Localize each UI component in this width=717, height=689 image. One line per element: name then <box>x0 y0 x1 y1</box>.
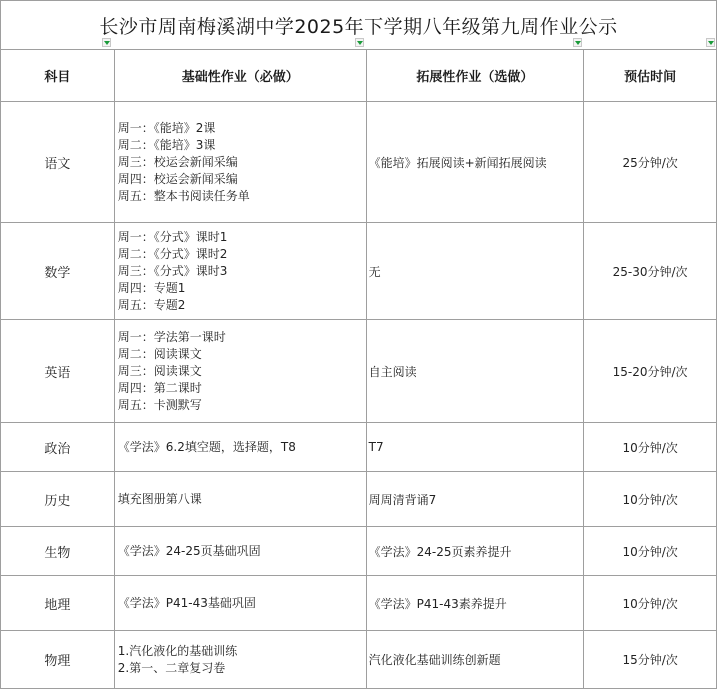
homework-line: 周三：阅读课文 <box>117 363 202 378</box>
basic-homework-cell[interactable] <box>114 223 366 320</box>
header-extension-homework[interactable]: 拓展性作业（选做） <box>366 50 584 102</box>
filter-dropdown-icon[interactable] <box>102 38 111 47</box>
homework-line: 2.第一、二章复习卷 <box>117 660 226 675</box>
extension-homework-cell[interactable]: T7 <box>366 423 584 472</box>
header-row <box>1 50 717 102</box>
basic-homework-cell[interactable] <box>114 576 366 631</box>
homework-line: 周五：整本书阅读任务单 <box>117 188 250 203</box>
homework-line: 周四：第二课时 <box>117 380 202 395</box>
estimated-time-cell[interactable]: 10分钟/次 <box>584 472 717 527</box>
homework-line: 周三：校运会新闻采编 <box>117 154 238 169</box>
extension-homework-cell[interactable]: 周周清背诵7 <box>366 472 584 527</box>
table-row <box>1 527 717 576</box>
homework-line: 周四：专题1 <box>117 280 186 295</box>
subject-cell[interactable]: 生物 <box>1 527 115 576</box>
homework-line: 周五：卡测默写 <box>117 397 202 412</box>
homework-line: 《学法》24-25页基础巩固 <box>117 543 261 558</box>
homework-line: 周二：《分式》课时2 <box>117 246 228 261</box>
extension-homework-cell[interactable]: 无 <box>366 223 584 320</box>
header-basic-homework[interactable]: 基础性作业（必做） <box>114 50 366 102</box>
table-row <box>1 576 717 631</box>
extension-homework-cell[interactable]: 《学法》P41-43素养提升 <box>366 576 584 631</box>
table-row <box>1 423 717 472</box>
homework-line: 《学法》P41-43基础巩固 <box>117 595 256 610</box>
filter-dropdown-icon[interactable] <box>355 38 364 47</box>
homework-line: 周一：《分式》课时1 <box>117 229 228 244</box>
homework-line: 周四：校运会新闻采编 <box>117 171 238 186</box>
estimated-time-cell[interactable]: 10分钟/次 <box>584 576 717 631</box>
subject-cell[interactable]: 数学 <box>1 223 115 320</box>
homework-line: 周一：《能培》2课 <box>117 120 216 135</box>
table-row <box>1 223 717 320</box>
estimated-time-cell[interactable]: 10分钟/次 <box>584 423 717 472</box>
table-row <box>1 631 717 689</box>
basic-homework-cell[interactable] <box>114 423 366 472</box>
homework-line: 《学法》6.2填空题，选择题，T8 <box>117 439 296 454</box>
table-row <box>1 320 717 423</box>
basic-homework-cell[interactable] <box>114 102 366 223</box>
sheet-title-cell[interactable] <box>1 1 717 50</box>
subject-cell[interactable]: 英语 <box>1 320 115 423</box>
estimated-time-cell[interactable]: 15-20分钟/次 <box>584 320 717 423</box>
subject-cell[interactable]: 历史 <box>1 472 115 527</box>
homework-line: 周二：《能培》3课 <box>117 137 216 152</box>
filter-dropdown-icon[interactable] <box>706 38 715 47</box>
homework-line: 填充图册第八课 <box>117 491 202 506</box>
estimated-time-cell[interactable]: 25-30分钟/次 <box>584 223 717 320</box>
estimated-time-cell[interactable]: 15分钟/次 <box>584 631 717 689</box>
basic-homework-cell[interactable] <box>114 631 366 689</box>
extension-homework-cell[interactable]: 汽化液化基础训练创新题 <box>366 631 584 689</box>
homework-line: 周五：专题2 <box>117 297 186 312</box>
extension-homework-cell[interactable]: 自主阅读 <box>366 320 584 423</box>
header-subject[interactable]: 科目 <box>1 50 115 102</box>
filter-dropdown-icon[interactable] <box>573 38 582 47</box>
basic-homework-cell[interactable] <box>114 527 366 576</box>
subject-cell[interactable]: 地理 <box>1 576 115 631</box>
extension-homework-cell[interactable]: 《学法》24-25页素养提升 <box>366 527 584 576</box>
title-row <box>1 1 717 50</box>
subject-cell[interactable]: 物理 <box>1 631 115 689</box>
subject-cell[interactable]: 语文 <box>1 102 115 223</box>
homework-line: 周一：学法第一课时 <box>117 329 226 344</box>
basic-homework-cell[interactable] <box>114 320 366 423</box>
homework-line: 周三：《分式》课时3 <box>117 263 228 278</box>
header-estimated-time[interactable]: 预估时间 <box>584 50 717 102</box>
sheet-title: 长沙市周南梅溪湖中学2025年下学期八年级第九周作业公示 <box>99 15 618 38</box>
extension-homework-cell[interactable]: 《能培》拓展阅读+新闻拓展阅读 <box>366 102 584 223</box>
estimated-time-cell[interactable]: 10分钟/次 <box>584 527 717 576</box>
table-row <box>1 472 717 527</box>
table-body <box>1 102 717 689</box>
basic-homework-cell[interactable] <box>114 472 366 527</box>
homework-line: 周二：阅读课文 <box>117 346 202 361</box>
subject-cell[interactable]: 政治 <box>1 423 115 472</box>
estimated-time-cell[interactable]: 25分钟/次 <box>584 102 717 223</box>
table-row <box>1 102 717 223</box>
homework-line: 1.汽化液化的基础训练 <box>117 643 238 658</box>
